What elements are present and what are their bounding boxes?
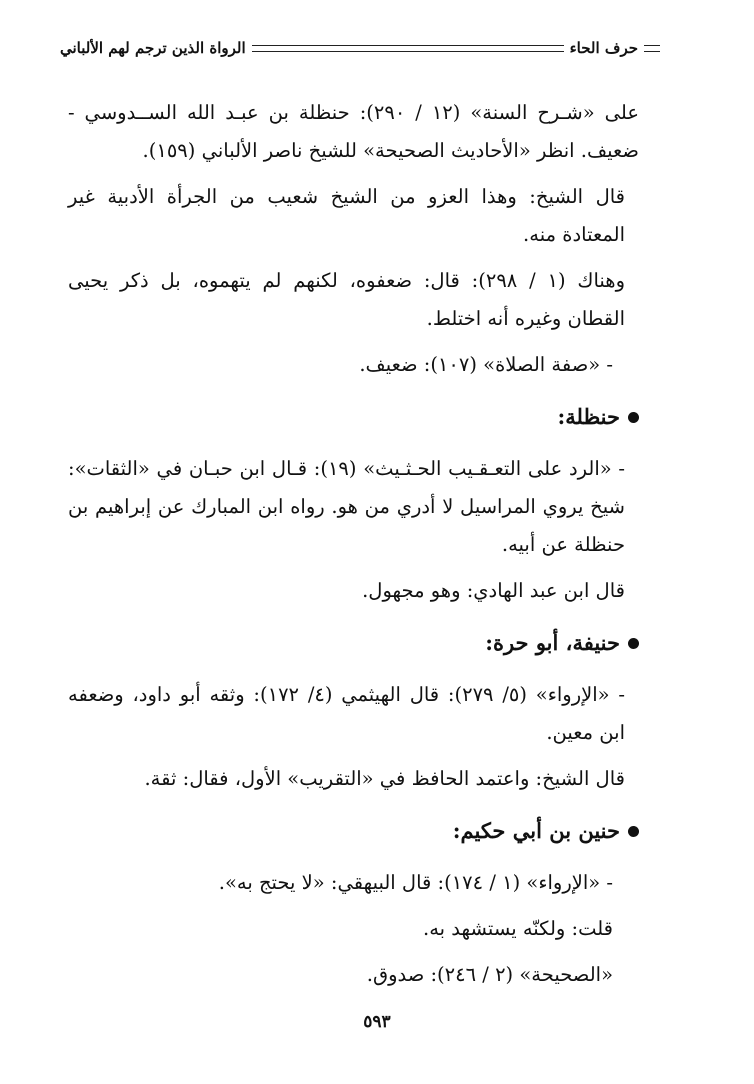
entry-heading: [68, 812, 639, 850]
paragraph: وهناك (١ / ٢٩٨): قال: ضعفوه، لكنهم لم يتهموه، بل ذكر يحيى القطان وغيره أنه اختلط.: [68, 269, 626, 330]
paragraph: «الصحيحة» (٢ / ٢٤٦): صدوق.: [366, 963, 613, 986]
paragraph: قال الشيخ: واعتمد الحافظ في «التقريب» الأول، فقال: ثقة.: [144, 767, 625, 790]
paragraph: قال ابن عبد الهادي: وهو مجهول.: [362, 579, 625, 602]
header-rule-start: [644, 45, 660, 52]
page-body: [68, 94, 639, 994]
paragraph: قلت: ولكنّه يستشهد به.: [423, 917, 613, 940]
entry-heading-text: حنين بن أبي حكيم:: [452, 818, 620, 843]
header-rule: [252, 45, 564, 52]
bullet-icon: [628, 826, 639, 837]
paragraph: - «الرد على التعـقـيب الحـثـيث» (١٩): قـال ابن حبـان في «الثقات»: شيخ يروي المراسيل لا أدري من هو. رواه ابن المبارك عن إبراهيم بن حنظلة عن أبيه.: [68, 457, 625, 556]
entry-heading-text: حنظلة:: [557, 404, 620, 429]
page-number: ٥٩٣: [363, 1012, 391, 1032]
paragraph: قال الشيخ: وهذا العزو من الشيخ شعيب من الجرأة الأدبية غير المعتادة منه.: [68, 185, 625, 246]
entry-heading: [68, 624, 639, 662]
paragraph: على «شـرح السنة» (١٢ / ٢٩٠): حنظلة بن عبـد الله الســدوسي - ضعيف. انظر «الأحاديث الصحيحة» للشيخ ناصر الألباني (١٥٩).: [68, 101, 639, 162]
bullet-icon: [628, 638, 639, 649]
entry-heading: [68, 398, 639, 436]
header-section: حرف الحاء: [569, 39, 638, 57]
paragraph: - «الإرواء» (٥/ ٢٧٩): قال الهيثمي (٤/ ١٧٢): وثقه أبو داود، وضعفه ابن معين.: [68, 683, 625, 744]
bullet-icon: [628, 412, 639, 423]
entry-heading-text: حنيفة، أبو حرة:: [485, 630, 620, 655]
running-header: [60, 34, 666, 62]
paragraph: - «الإرواء» (١ / ١٧٤): قال البيهقي: «لا يحتج به».: [218, 871, 613, 894]
paragraph: - «صفة الصلاة» (١٠٧): ضعيف.: [359, 353, 613, 376]
header-book-title: الرواة الذين ترجم لهم الألباني: [60, 39, 246, 57]
